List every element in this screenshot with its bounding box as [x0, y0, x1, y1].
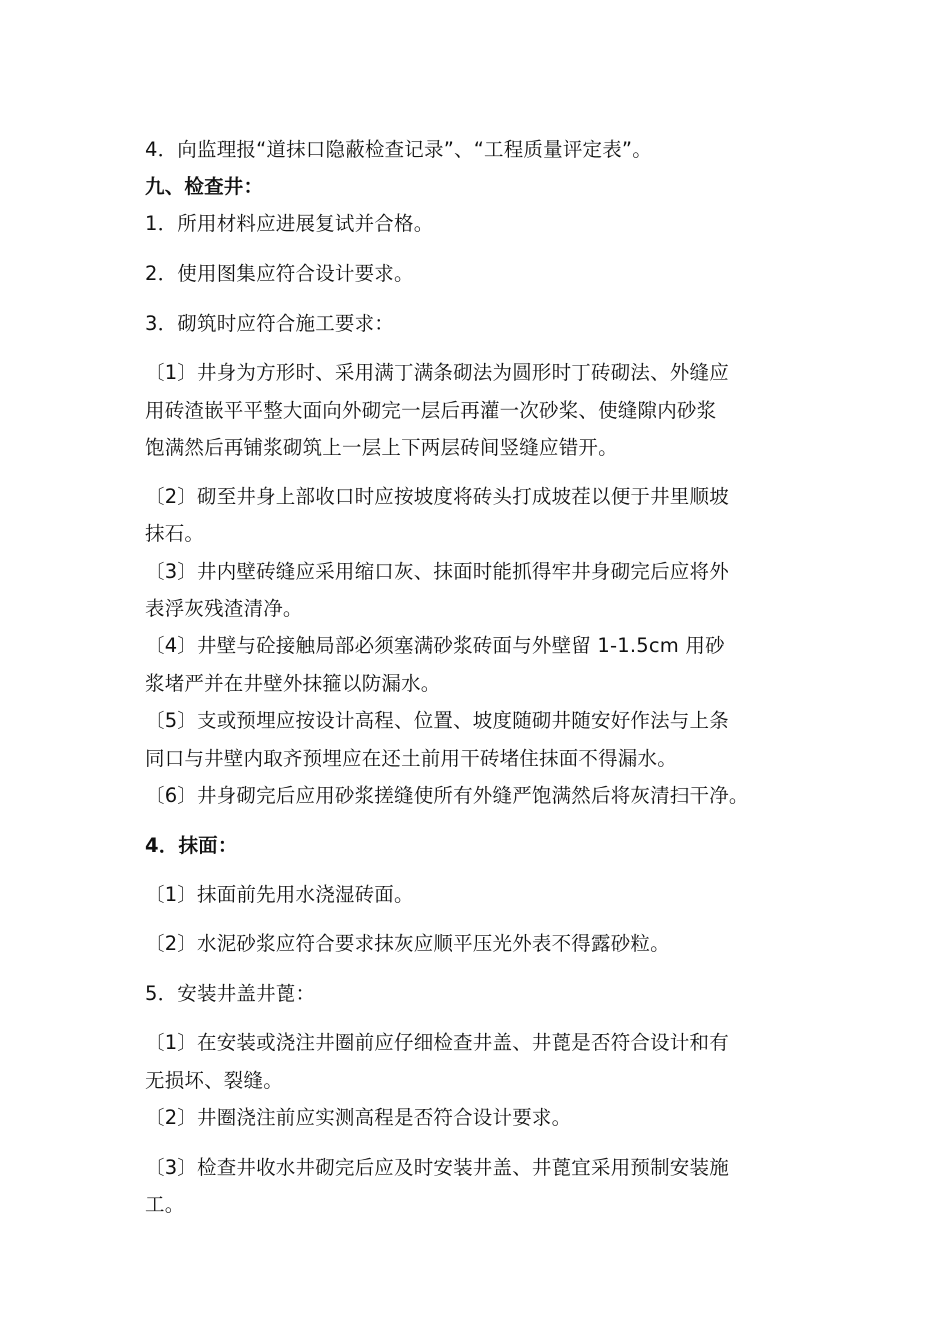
section-heading: 4．抹面：	[145, 834, 238, 857]
text-line: 3．砌筑时应符合施工要求：	[145, 312, 395, 335]
text-line: 〔2〕砌至井身上部收口时应按坡度将砖头打成坡茬以便于井里顺坡	[145, 485, 729, 508]
text-line: 〔3〕检查井收水井砌完后应及时安装井盖、井蓖宜采用预制安装施	[145, 1156, 729, 1179]
text-line: 浆堵严并在井壁外抹箍以防漏水。	[145, 672, 441, 695]
section-heading: 九、检查井：	[145, 175, 264, 198]
text-line: 〔3〕井内壁砖缝应采用缩口灰、抹面时能抓得牢井身砌完后应将外	[145, 560, 729, 583]
text-line: 用砖渣嵌平平整大面向外砌完一层后再灌一次砂桨、使缝隙内砂浆	[145, 399, 717, 422]
text-line: 〔6〕井身砌完后应用砂浆搓缝使所有外缝严饱满然后将灰清扫干净。	[145, 784, 749, 807]
text-line: 〔1〕抹面前先用水浇湿砖面。	[145, 883, 414, 906]
text-line: 〔5〕支或预埋应按设计高程、位置、坡度随砌井随安好作法与上条	[145, 709, 729, 732]
text-line: 表浮灰残渣清净。	[145, 597, 303, 620]
text-line: 1．所用材料应进展复试并合格。	[145, 212, 434, 235]
text-line: 〔4〕井壁与砼接触局部必须塞满砂浆砖面与外壁留 1-1.5cm 用砂	[145, 634, 725, 657]
text-line: 工。	[145, 1193, 185, 1216]
text-line: 〔1〕在安装或浇注井圈前应仔细检查井盖、井蓖是否符合设计和有	[145, 1031, 729, 1054]
text-line: 同口与井壁内取齐预埋应在还土前用干砖堵住抹面不得漏水。	[145, 747, 677, 770]
text-line: 〔2〕井圈浇注前应实测高程是否符合设计要求。	[145, 1106, 572, 1129]
text-line: 抹石。	[145, 522, 205, 545]
text-line: 无损坏、裂缝。	[145, 1069, 283, 1092]
text-line: 4．向监理报“道抹口隐蔽检查记录”、“工程质量评定表”。	[145, 138, 652, 161]
text-line: 2．使用图集应符合设计要求。	[145, 262, 414, 285]
text-line: 〔1〕井身为方形时、采用满丁满条砌法为圆形时丁砖砌法、外缝应	[145, 361, 729, 384]
text-line: 饱满然后再铺浆砌筑上一层上下两层砖间竖缝应错开。	[145, 436, 618, 459]
text-line: 5．安装井盖井蓖：	[145, 982, 316, 1005]
text-line: 〔2〕水泥砂浆应符合要求抹灰应顺平压光外表不得露砂粒。	[145, 932, 670, 955]
